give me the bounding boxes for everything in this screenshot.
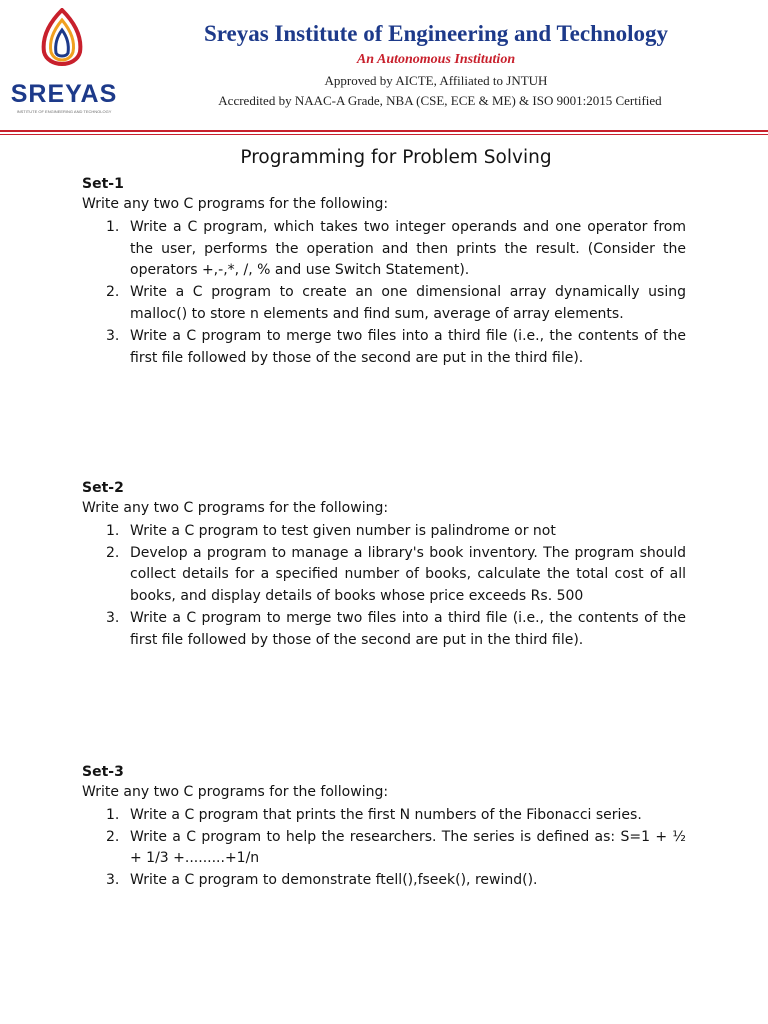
question-list [82, 521, 686, 652]
question-text: Write a C program to create an one dimensional array dynamically using malloc() to store n elements and find sum, average of array elements. [130, 284, 686, 322]
question-item [82, 282, 686, 326]
question-item [82, 805, 686, 827]
header-rule [0, 130, 768, 132]
logo-tagline: INSTITUTE OF ENGINEERING AND TECHNOLOGY [16, 109, 112, 114]
set-instruction: Write any two C programs for the following: [82, 196, 389, 212]
question-list [82, 217, 686, 370]
logo-wordmark: SREYAS [10, 80, 118, 108]
document-body [82, 145, 686, 889]
question-item [82, 827, 686, 871]
institute-logo [2, 8, 126, 112]
set-instruction: Write any two C programs for the following: [82, 500, 389, 516]
question-number: 1. [106, 806, 120, 823]
set-label: Set-2 [82, 480, 124, 496]
approval-line: Approved by AICTE, Affiliated to JNTUH [324, 73, 548, 88]
question-item [82, 521, 686, 543]
question-set-2 [82, 478, 686, 652]
question-item [82, 543, 686, 608]
question-number: 3. [106, 872, 120, 889]
set-label: Set-3 [82, 764, 124, 780]
question-set-3 [82, 762, 686, 892]
question-number: 2. [106, 544, 120, 561]
institute-name: Sreyas Institute of Engineering and Technology [203, 21, 669, 46]
question-text: Write a C program that prints the first N numbers of the Fibonacci series. [130, 806, 642, 823]
header-rule-thin [0, 134, 768, 135]
set-instruction: Write any two C programs for the following: [82, 784, 389, 800]
institute-subtitle: An Autonomous Institution [356, 52, 516, 67]
question-number: 1. [106, 522, 120, 539]
question-number: 1. [106, 218, 120, 235]
question-item [82, 870, 686, 892]
question-item [82, 217, 686, 282]
question-item [82, 326, 686, 370]
question-text: Write a C program to demonstrate ftell(),fseek(), rewind(). [130, 872, 538, 889]
question-text: Write a C program to merge two files into a third file (i.e., the contents of the first file followed by those of the second are put in the third file). [130, 609, 686, 648]
question-item [82, 608, 686, 652]
accreditation-line: Accredited by NAAC-A Grade, NBA (CSE, ECE & ME) & ISO 9001:2015 Certified [218, 93, 662, 108]
question-number: 3. [106, 327, 120, 344]
set-label: Set-1 [82, 176, 124, 192]
question-text: Develop a program to manage a library's book inventory. The program should collect details for a specified number of books, calculate the total cost of all books, and display details of books whose price exceeds Rs. 500 [130, 544, 686, 605]
question-number: 2. [106, 828, 120, 845]
question-text: Write a C program, which takes two integer operands and one operator from the user, performs the operation and then prints the result. (Consider the operators +,-,*, /, % and use Switch Statement). [130, 218, 686, 279]
document-title: Programming for Problem Solving [240, 147, 552, 168]
question-set-1 [82, 174, 686, 369]
question-list [82, 805, 686, 892]
question-number: 3. [106, 609, 120, 626]
question-text: Write a C program to test given number is palindrome or not [130, 522, 556, 539]
flame-emblem-icon [36, 8, 88, 66]
question-text: Write a C program to help the researchers. The series is defined as: S=1 + ½ + 1/3 +.........+1/n [130, 828, 686, 867]
question-text: Write a C program to merge two files into a third file (i.e., the contents of the first file followed by those of the second are put in the third file). [130, 327, 686, 366]
letterhead [0, 0, 768, 140]
question-number: 2. [106, 284, 120, 301]
